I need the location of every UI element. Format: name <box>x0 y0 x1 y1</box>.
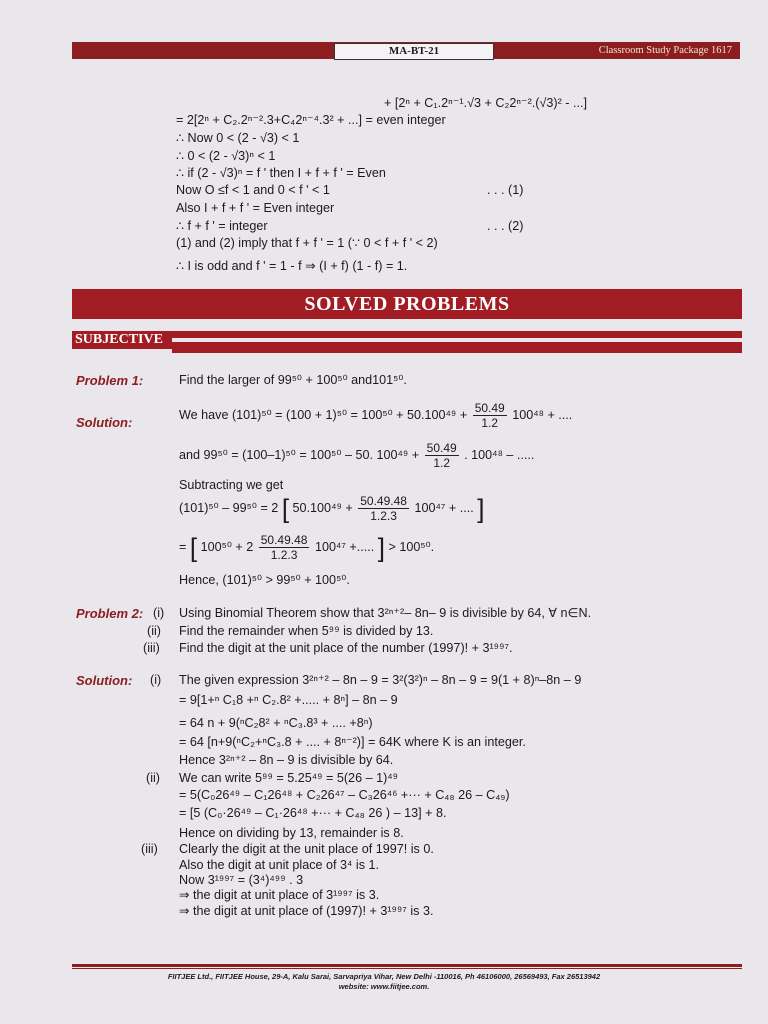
denominator: 1.2.3 <box>370 509 397 524</box>
solution-1-line-3: Subtracting we get <box>179 478 284 492</box>
s1-d-left: (101)⁵⁰ – 99⁵⁰ = 2 <box>179 501 279 515</box>
problem-1-text: Find the larger of 99⁵⁰ + 100⁵⁰ and101⁵⁰. <box>179 373 407 387</box>
denominator: 1.2 <box>433 456 450 471</box>
numerator: 50.49.48 <box>260 533 308 548</box>
s1-a-right: 100⁴⁸ + .... <box>512 408 573 422</box>
denominator: 1.2.3 <box>270 548 298 563</box>
tag-1: . . . (1) <box>487 183 524 197</box>
s1-d-in: 50.100⁴⁹ + <box>292 501 353 515</box>
problem-2-ii: Find the remainder when 5⁹⁹ is divided by 13. <box>179 624 434 638</box>
left-bracket: [ <box>281 493 290 524</box>
solution-1-label: Solution: <box>76 415 133 430</box>
solution-1-line-5 <box>179 531 434 564</box>
s1-e-in: 100⁵⁰ + 2 <box>200 540 254 554</box>
s2-line-12: Now 3¹⁹⁹⁷ = (3⁴)⁴⁹⁹ . 3 <box>179 873 304 887</box>
footer-website: website: www.fiitjee.com. <box>338 982 430 991</box>
top-line-6: Now O ≤f < 1 and 0 < f ' < 1 <box>176 183 330 197</box>
fraction <box>473 401 507 430</box>
s2-line-7: = 5(C₀26⁴⁹ – C₁26⁴⁸ + C₂26⁴⁷ – C₃26⁴⁶ +··· + C₄₈ 26 – C₄₉) <box>179 788 510 802</box>
top-line-4: ∴ 0 < (2 - √3)ⁿ < 1 <box>176 149 276 163</box>
s2-line-13: ⇒ the digit at unit place of 3¹⁹⁹⁷ is 3. <box>179 888 380 902</box>
solved-problems-banner: SOLVED PROBLEMS <box>72 289 742 319</box>
top-line-9: (1) and (2) imply that f + f ' = 1 (∵ 0 < f + f ' < 2) <box>176 236 438 250</box>
footer-rule <box>72 964 742 967</box>
s2-line-4: = 64 [n+9(ⁿC₂+ⁿC₃.8 + .... + 8ⁿ⁻²)] = 64K where K is an integer. <box>179 735 526 749</box>
solution-1-line-6: Hence, (101)⁵⁰ > 99⁵⁰ + 100⁵⁰. <box>179 573 350 587</box>
footer-rule-thin <box>72 968 742 969</box>
s2-line-9: Hence on dividing by 13, remainder is 8. <box>179 826 404 840</box>
s2-line-10: Clearly the digit at the unit place of 1997! is 0. <box>179 842 434 856</box>
s2-roman-3: (iii) <box>141 842 158 856</box>
right-bracket: ] <box>377 532 386 563</box>
problem-2-i: Using Binomial Theorem show that 3²ⁿ⁺²– 8n– 9 is divisible by 64, ∀ n∈N. <box>179 606 592 620</box>
numerator: 50.49 <box>474 401 505 416</box>
p2-roman-1: (i) <box>153 606 165 620</box>
p2-roman-3: (iii) <box>143 641 160 655</box>
s2-line-1: The given expression 3²ⁿ⁺² – 8n – 9 = 3²(3²)ⁿ – 8n – 9 = 9(1 + 8)ⁿ–8n – 9 <box>179 673 582 687</box>
p2-roman-2: (ii) <box>147 624 161 638</box>
s2-roman-1: (i) <box>150 673 162 687</box>
fraction <box>259 533 310 562</box>
top-line-8: ∴ f + f ' = integer <box>176 219 268 233</box>
top-line-2: = 2[2ⁿ + C₂.2ⁿ⁻².3+C₄2ⁿ⁻⁴.3² + ...] = even integer <box>176 113 446 127</box>
problem-2-label: Problem 2: <box>76 606 144 621</box>
header-code: MA-BT-21 <box>334 43 494 60</box>
s2-line-3: = 64 n + 9(ⁿC₂8² + ⁿC₃.8³ + .... +8ⁿ) <box>179 716 373 730</box>
tag-2: . . . (2) <box>487 219 524 233</box>
top-line-7: Also I + f + f ' = Even integer <box>176 201 335 215</box>
subjective-label: SUBJECTIVE <box>72 331 169 349</box>
left-bracket: [ <box>189 532 198 563</box>
solution-1-line-2 <box>179 440 534 470</box>
s1-b-left: and 99⁵⁰ = (100–1)⁵⁰ = 100⁵⁰ – 50. 100⁴⁹ + <box>179 448 420 462</box>
solution-1-line-1 <box>179 400 572 430</box>
s1-a-left: We have (101)⁵⁰ = (100 + 1)⁵⁰ = 100⁵⁰ + 50.100⁴⁹ + <box>179 408 468 422</box>
numerator: 50.49 <box>426 441 457 456</box>
s2-roman-2: (ii) <box>146 771 160 785</box>
s2-line-14: ⇒ the digit at unit place of (1997)! + 3¹⁹⁹⁷ is 3. <box>179 904 434 918</box>
numerator: 50.49.48 <box>360 494 407 509</box>
s1-e-right: 100⁴⁷ +..... <box>314 540 375 554</box>
problem-2-iii: Find the digit at the unit place of the number (1997)! + 3¹⁹⁹⁷. <box>179 641 513 655</box>
top-line-10: ∴ I is odd and f ' = 1 - f ⇒ (I + f) (1 - f) = 1. <box>176 259 408 273</box>
fraction <box>358 494 409 523</box>
solution-1-line-4 <box>179 492 485 525</box>
top-line-5: ∴ if (2 - √3)ⁿ = f ' then I + f + f ' = Even <box>176 166 386 180</box>
s2-line-2: = 9[1+ⁿ C₁8 +ⁿ C₂.8² +..... + 8ⁿ] – 8n – 9 <box>179 693 398 707</box>
subjective-bar <box>72 331 742 349</box>
right-bracket: ] <box>477 493 485 524</box>
s1-e-left: = <box>179 540 187 554</box>
header-bar <box>72 42 740 59</box>
s1-d-right: 100⁴⁷ + .... <box>414 501 474 515</box>
top-line-1: + [2ⁿ + C₁.2ⁿ⁻¹.√3 + C₂2ⁿ⁻².(√3)² - ...] <box>384 96 587 110</box>
solution-2-label: Solution: <box>76 673 133 688</box>
fraction <box>425 441 459 470</box>
s2-line-6: We can write 5⁹⁹ = 5.25⁴⁹ = 5(26 – 1)⁴⁹ <box>179 771 399 785</box>
s2-line-8: = [5 (C₀·26⁴⁹ – C₁·26⁴⁸ +··· + C₄₈ 26 ) – 13] + 8. <box>179 806 447 820</box>
s1-e-end: > 100⁵⁰. <box>388 540 435 554</box>
problem-1-label: Problem 1: <box>76 373 144 388</box>
s1-b-right: . 100⁴⁸ – ..... <box>464 448 535 462</box>
subjective-bar-stripe <box>172 338 742 353</box>
s2-line-5: Hence 3²ⁿ⁺² – 8n – 9 is divisible by 64. <box>179 753 394 767</box>
header-package: Classroom Study Package 1617 <box>598 45 732 56</box>
denominator: 1.2 <box>481 416 499 431</box>
top-line-3: ∴ Now 0 < (2 - √3) < 1 <box>176 131 300 145</box>
s2-line-11: Also the digit at unit place of 3⁴ is 1. <box>179 858 380 872</box>
footer-address: FIITJEE Ltd., FIITJEE House, 29-A, Kalu Sarai, Sarvapriya Vihar, New Delhi -110016, Ph 46106000, 26569493, Fax 26513942 <box>167 972 601 981</box>
